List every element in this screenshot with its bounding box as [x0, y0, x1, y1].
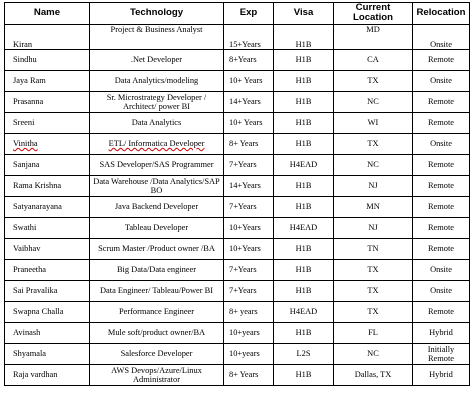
- cell-visa: H1B: [274, 322, 334, 343]
- cell-name: Sindhu: [5, 49, 90, 70]
- cell-exp: 10+Years: [224, 217, 274, 238]
- cell-name: Sreeni: [5, 112, 90, 133]
- cell-exp: 10+ Years: [224, 70, 274, 91]
- cell-relocation: Remote: [413, 301, 470, 322]
- cell-name: Sai Pravalika: [5, 280, 90, 301]
- cell-name: Shyamala: [5, 343, 90, 364]
- cell-exp: 8+ years: [224, 301, 274, 322]
- cell-location: TX: [334, 259, 413, 280]
- cell-technology: Tableau Developer: [90, 217, 224, 238]
- cell-visa: L2S: [274, 343, 334, 364]
- cell-name: Swathi: [5, 217, 90, 238]
- cell-name: Prasanna: [5, 91, 90, 112]
- table-row: [5, 175, 470, 196]
- cell-name: Satyanarayana: [5, 196, 90, 217]
- cell-relocation: Remote: [413, 154, 470, 175]
- cell-relocation: Hybrid: [413, 322, 470, 343]
- cell-visa: H4EAD: [274, 217, 334, 238]
- table-row: [5, 112, 470, 133]
- candidates-table: [4, 2, 470, 386]
- table-row: [5, 91, 470, 112]
- cell-exp: 15+Years: [224, 24, 274, 49]
- cell-visa: H4EAD: [274, 301, 334, 322]
- cell-technology: .Net Developer: [90, 49, 224, 70]
- cell-technology: SAS Developer/SAS Programmer: [90, 154, 224, 175]
- header-technology: Technology: [90, 3, 224, 25]
- cell-name: Raja vardhan: [5, 364, 90, 385]
- cell-location: CA: [334, 49, 413, 70]
- cell-technology: Salesforce Developer: [90, 343, 224, 364]
- cell-visa: H1B: [274, 24, 334, 49]
- cell-visa: H1B: [274, 196, 334, 217]
- cell-location: TN: [334, 238, 413, 259]
- cell-technology: Big Data/Data engineer: [90, 259, 224, 280]
- cell-technology: Project & Business Analyst: [90, 24, 224, 49]
- cell-visa: H1B: [274, 133, 334, 154]
- cell-exp: 7+Years: [224, 259, 274, 280]
- cell-name: Praneetha: [5, 259, 90, 280]
- table-row: [5, 238, 470, 259]
- cell-name: Jaya Ram: [5, 70, 90, 91]
- cell-technology: Performance Engineer: [90, 301, 224, 322]
- table-header-row: [5, 3, 470, 25]
- cell-exp: 14+Years: [224, 91, 274, 112]
- header-relocation: Relocation: [413, 3, 470, 25]
- header-exp: Exp: [224, 3, 274, 25]
- cell-location: TX: [334, 70, 413, 91]
- table-row: [5, 280, 470, 301]
- cell-relocation: Onsite: [413, 24, 470, 49]
- cell-technology: [90, 133, 224, 154]
- cell-location: MN: [334, 196, 413, 217]
- table-row: [5, 322, 470, 343]
- table-row: [5, 133, 470, 154]
- cell-exp: 14+Years: [224, 175, 274, 196]
- cell-location: WI: [334, 112, 413, 133]
- cell-name: Vaibhav: [5, 238, 90, 259]
- cell-location: NJ: [334, 217, 413, 238]
- cell-relocation: Onsite: [413, 70, 470, 91]
- cell-relocation: Onsite: [413, 280, 470, 301]
- header-visa: Visa: [274, 3, 334, 25]
- cell-name: Rama Krishna: [5, 175, 90, 196]
- table-row: [5, 301, 470, 322]
- table-row: [5, 259, 470, 280]
- table-row: [5, 70, 470, 91]
- table-row: [5, 24, 470, 49]
- cell-location: NC: [334, 91, 413, 112]
- cell-exp: 10+years: [224, 322, 274, 343]
- cell-location: Dallas, TX: [334, 364, 413, 385]
- cell-relocation: Hybrid: [413, 364, 470, 385]
- table-row: [5, 364, 470, 385]
- cell-location: TX: [334, 133, 413, 154]
- cell-technology: Data Analytics/modeling: [90, 70, 224, 91]
- cell-location: NC: [334, 343, 413, 364]
- cell-technology: Data Warehouse /Data Analytics/SAP BO: [90, 175, 224, 196]
- cell-exp: 7+Years: [224, 154, 274, 175]
- header-current-location: Current Location: [334, 3, 413, 25]
- cell-relocation: Onsite: [413, 133, 470, 154]
- cell-exp: 10+Years: [224, 238, 274, 259]
- cell-visa: H4EAD: [274, 154, 334, 175]
- cell-technology: Scrum Master /Product owner /BA: [90, 238, 224, 259]
- cell-exp: 8+Years: [224, 49, 274, 70]
- cell-exp: 10+ Years: [224, 112, 274, 133]
- cell-location: NC: [334, 154, 413, 175]
- cell-exp: 7+Years: [224, 280, 274, 301]
- cell-location: TX: [334, 280, 413, 301]
- cell-name: Swapna Challa: [5, 301, 90, 322]
- cell-relocation: Remote: [413, 196, 470, 217]
- cell-technology: AWS Devops/Azure/Linux Administrator: [90, 364, 224, 385]
- cell-visa: H1B: [274, 112, 334, 133]
- cell-name: [5, 133, 90, 154]
- cell-technology: Java Backend Developer: [90, 196, 224, 217]
- cell-name: Sanjana: [5, 154, 90, 175]
- table-row: [5, 154, 470, 175]
- cell-relocation: Remote: [413, 112, 470, 133]
- header-name: Name: [5, 3, 90, 25]
- cell-relocation: Onsite: [413, 259, 470, 280]
- cell-location: FL: [334, 322, 413, 343]
- cell-relocation: Remote: [413, 238, 470, 259]
- cell-visa: H1B: [274, 238, 334, 259]
- cell-location: NJ: [334, 175, 413, 196]
- cell-visa: H1B: [274, 49, 334, 70]
- cell-technology: Data Analytics: [90, 112, 224, 133]
- cell-relocation: Remote: [413, 91, 470, 112]
- cell-visa: H1B: [274, 70, 334, 91]
- cell-visa: H1B: [274, 364, 334, 385]
- cell-visa: H1B: [274, 175, 334, 196]
- table-row: [5, 196, 470, 217]
- cell-technology: Sr. Microstrategy Developer / Architect/ power BI: [90, 91, 224, 112]
- cell-relocation: Initially Remote: [413, 343, 470, 364]
- table-row: [5, 49, 470, 70]
- document-page: [4, 2, 469, 386]
- cell-name: Avinash: [5, 322, 90, 343]
- cell-relocation: Remote: [413, 217, 470, 238]
- cell-exp: 10+years: [224, 343, 274, 364]
- cell-relocation: Remote: [413, 175, 470, 196]
- cell-name: Kiran: [5, 24, 90, 49]
- spellcheck-name: Vinitha: [13, 139, 38, 149]
- cell-exp: 8+ Years: [224, 133, 274, 154]
- cell-location: MD: [334, 24, 413, 49]
- cell-visa: H1B: [274, 280, 334, 301]
- cell-exp: 8+ Years: [224, 364, 274, 385]
- cell-location: TX: [334, 301, 413, 322]
- table-row: [5, 217, 470, 238]
- cell-relocation: Remote: [413, 49, 470, 70]
- cell-visa: H1B: [274, 259, 334, 280]
- cell-exp: 7+Years: [224, 196, 274, 217]
- cell-technology: Mule soft/product owner/BA: [90, 322, 224, 343]
- spellcheck-technology: ETL/ Informatica Developer: [108, 139, 205, 149]
- cell-visa: H1B: [274, 91, 334, 112]
- table-row: [5, 343, 470, 364]
- cell-technology: Data Engineer/ Tableau/Power BI: [90, 280, 224, 301]
